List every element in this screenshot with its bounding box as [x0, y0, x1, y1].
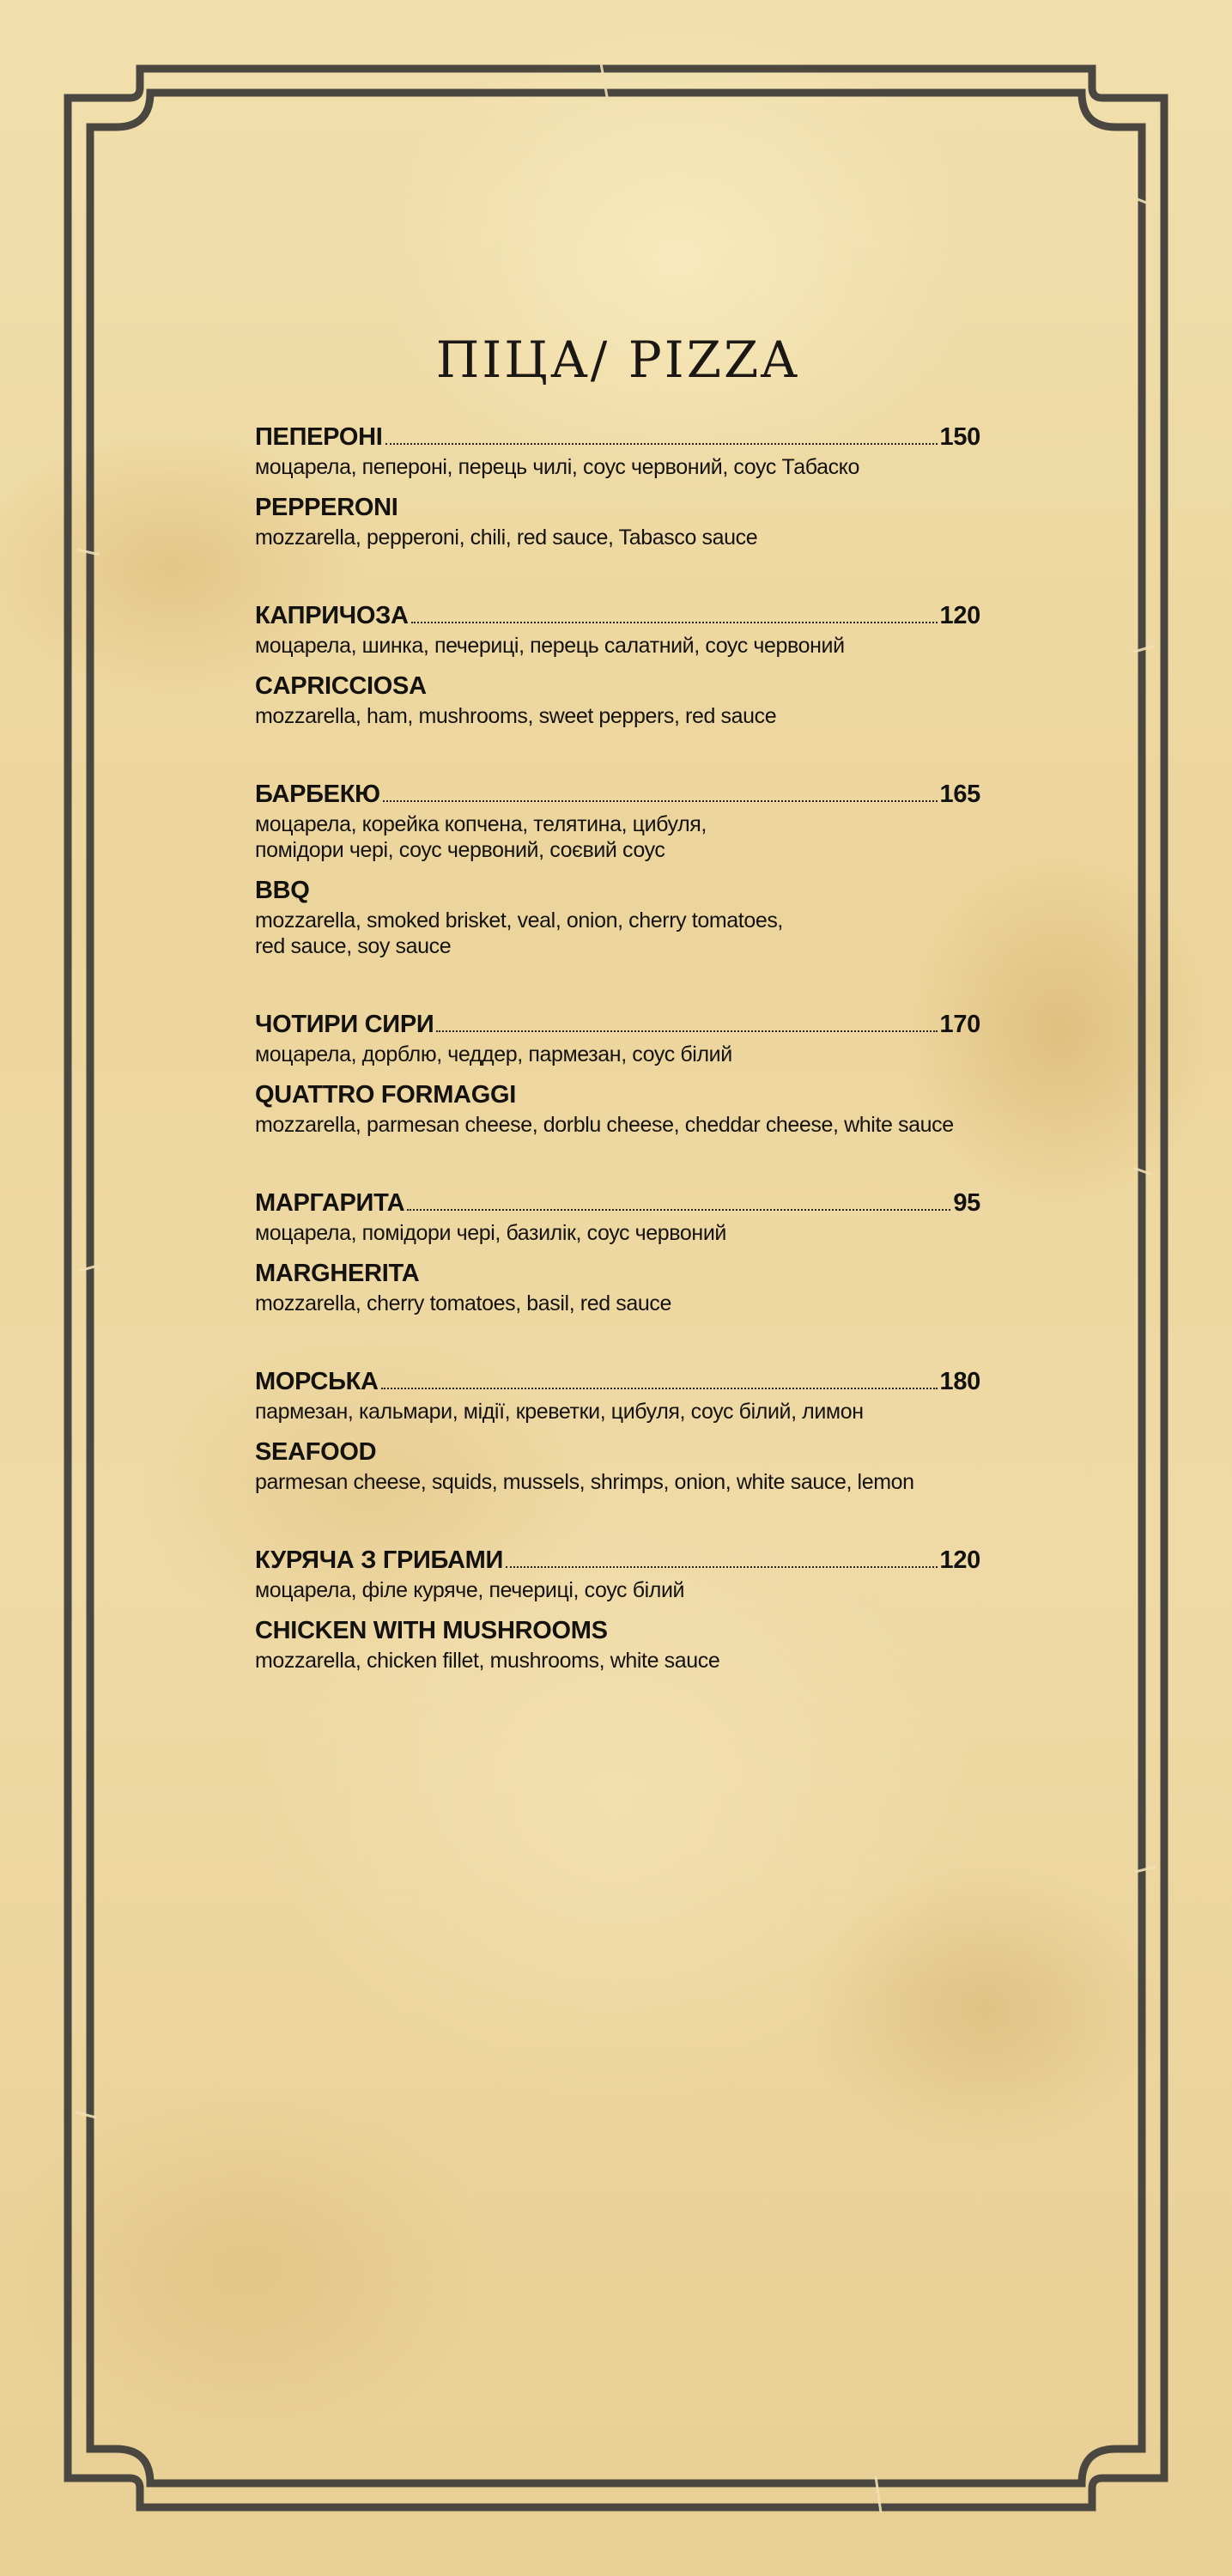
menu-item-margherita [255, 1188, 980, 1316]
menu-item-header [255, 600, 980, 631]
menu-item-header [255, 1545, 980, 1576]
menu-item-seafood [255, 1366, 980, 1495]
dot-leader [385, 443, 938, 445]
item-price: 150 [939, 423, 980, 451]
item-name-en: BBQ [255, 877, 310, 904]
item-description-en: mozzarella, chicken fillet, mushrooms, white sauce [255, 1649, 720, 1673]
item-price: 120 [939, 1546, 980, 1574]
menu-item-bbq [255, 779, 980, 959]
menu-item-header [255, 1009, 980, 1040]
menu-title: ПІЦА/ PIZZA [435, 331, 800, 389]
menu-item-chicken-mushrooms [255, 1545, 980, 1674]
item-name-en: CAPRICCIOSA [255, 672, 427, 700]
item-price: 180 [939, 1368, 980, 1395]
item-name-en: MARGHERITA [255, 1260, 420, 1287]
menu-item-header [255, 1188, 980, 1218]
item-name-ua: БАРБЕКЮ [255, 781, 380, 808]
dot-leader [436, 1030, 937, 1032]
menu-item-header [255, 422, 980, 453]
item-description-en: parmesan cheese, squids, mussels, shrimps, onion, white sauce, lemon [255, 1470, 914, 1494]
item-name-ua: МАРГАРИТА [255, 1189, 405, 1217]
menu-item-header [255, 779, 980, 810]
item-description-ua: моцарела, корейка копчена, телятина, цибуля, помідори черi, соус червоний, соєвий соус [255, 812, 707, 862]
item-name-ua: КАПРИЧОЗА [255, 602, 409, 629]
item-name-en: SEAFOOD [255, 1438, 377, 1466]
item-description-ua: моцарела, пепероні, перець чилі, соус червоний, соус Табаско [255, 455, 860, 479]
item-description-ua: моцарела, помідори черi, базилік, соус червоний [255, 1221, 726, 1245]
item-price: 165 [939, 781, 980, 808]
item-price: 95 [953, 1189, 980, 1217]
item-description-ua: моцарела, дорблю, чеддер, пармезан, соус білий [255, 1042, 732, 1066]
item-description-ua: моцарела, шинка, печериці, перець салатний, соус червоний [255, 634, 845, 658]
item-name-en: QUATTRO FORMAGGI [255, 1081, 516, 1109]
item-name-en: CHICKEN WITH MUSHROOMS [255, 1617, 608, 1644]
dot-leader [407, 1209, 950, 1211]
item-description-en: mozzarella, ham, mushrooms, sweet peppers, red sauce [255, 704, 777, 728]
item-name-ua: ЧОТИРИ СИРИ [255, 1011, 434, 1038]
menu-item-header [255, 1366, 980, 1397]
item-description-en: mozzarella, pepperoni, chili, red sauce, Tabasco sauce [255, 526, 758, 550]
dot-leader [381, 1388, 938, 1389]
item-name-ua: МОРСЬКА [255, 1368, 379, 1395]
menu-item-quattro-formaggi [255, 1009, 980, 1138]
dot-leader [506, 1566, 937, 1568]
menu-item-pepperoni [255, 422, 980, 550]
item-description-ua: пармезан, кальмари, мідії, креветки, цибуля, соус білий, лимон [255, 1400, 864, 1424]
item-name-ua: ПЕПЕРОНІ [255, 423, 383, 451]
item-description-en: mozzarella, parmesan cheese, dorblu cheese, cheddar cheese, white sauce [255, 1113, 954, 1137]
item-description-en: mozzarella, smoked brisket, veal, onion, cherry tomatoes, red sauce, soy sauce [255, 908, 783, 958]
item-price: 120 [939, 602, 980, 629]
item-name-ua: КУРЯЧА З ГРИБАМИ [255, 1546, 504, 1574]
dot-leader [383, 800, 938, 802]
item-name-en: PEPPERONI [255, 494, 398, 521]
pizza-menu [255, 331, 980, 1723]
menu-item-capricciosa [255, 600, 980, 729]
item-price: 170 [939, 1011, 980, 1038]
item-description-ua: моцарела, філе куряче, печериці, соус білий [255, 1578, 685, 1602]
item-description-en: mozzarella, cherry tomatoes, basil, red sauce [255, 1291, 671, 1315]
dot-leader [411, 622, 938, 623]
